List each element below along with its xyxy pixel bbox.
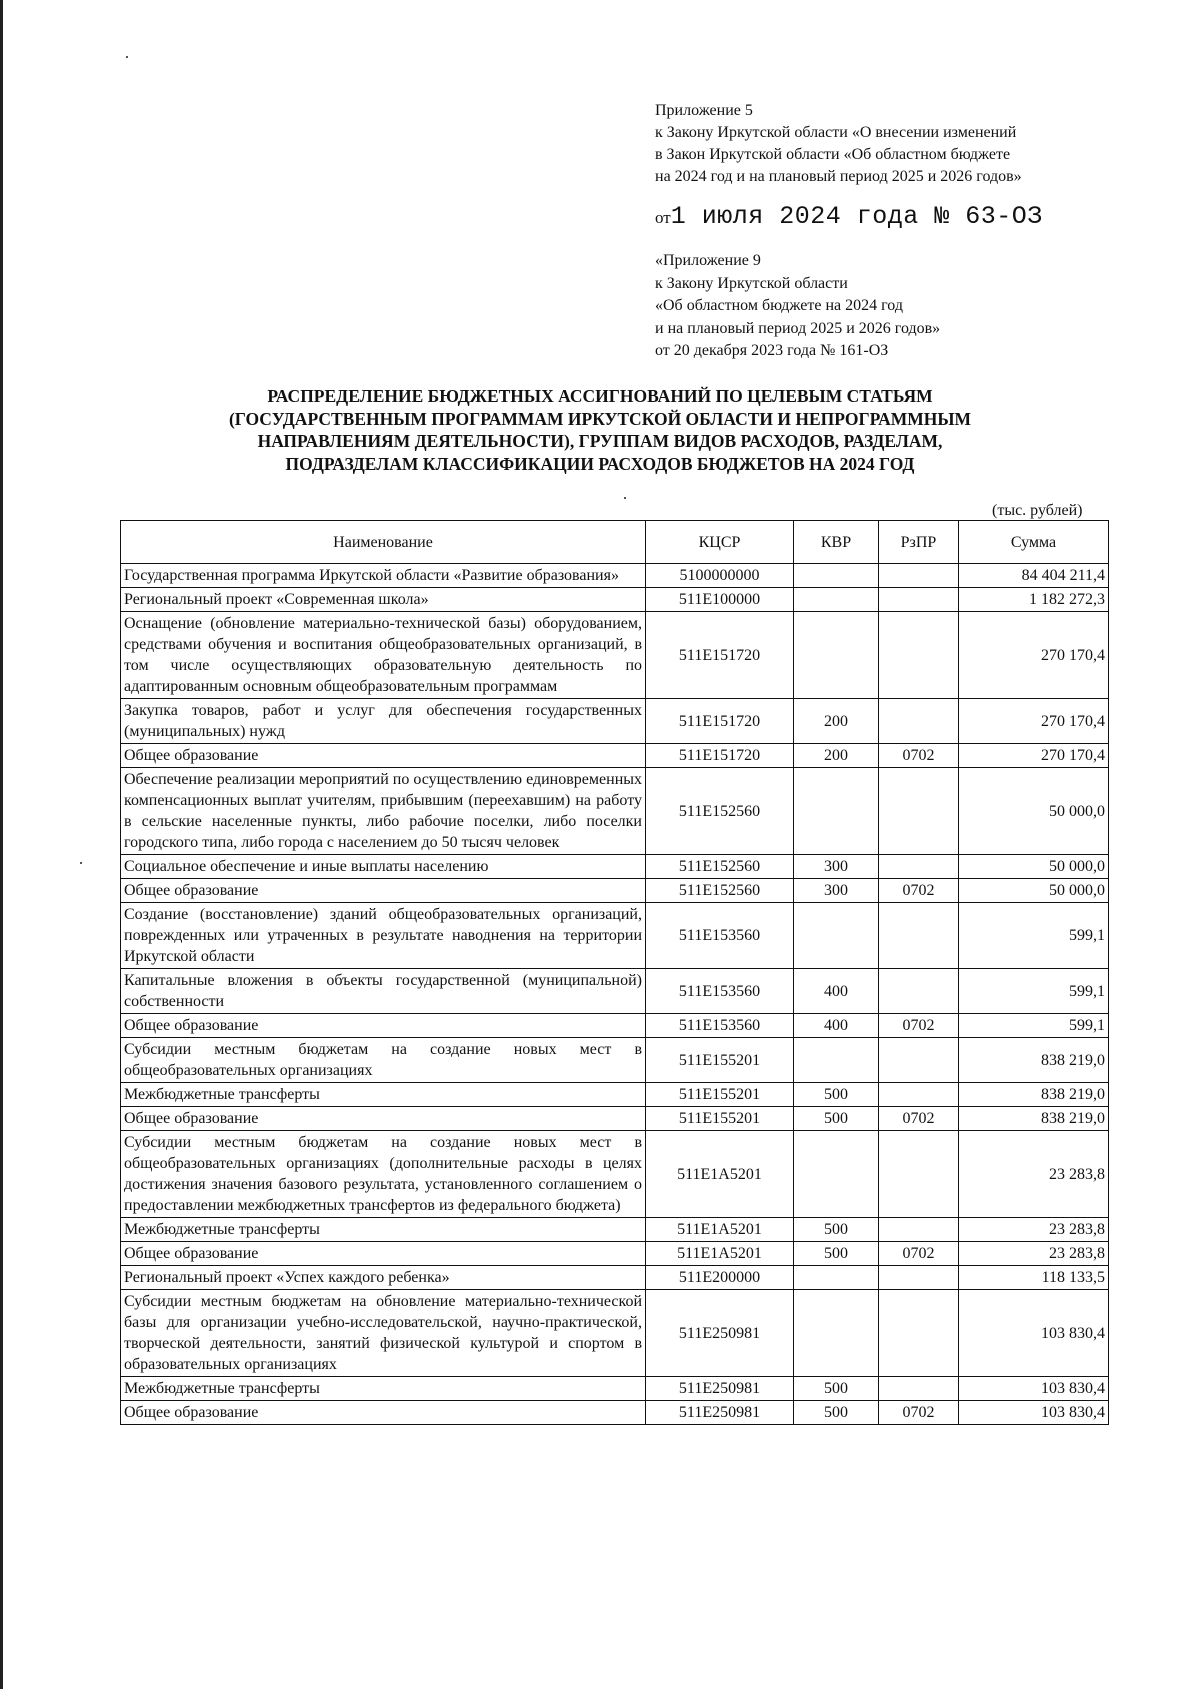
row-kcsr-cell: 511E155201 [646,1083,794,1107]
row-kcsr-cell: 511E200000 [646,1266,794,1290]
row-kcsr-cell: 511E153560 [646,903,794,969]
row-kcsr-cell: 511E155201 [646,1038,794,1083]
row-kvr-cell [794,564,879,588]
row-rzpr-cell [879,1038,959,1083]
row-rzpr-cell [879,1377,959,1401]
table-row [121,699,1109,744]
row-sum-cell: 270 170,4 [959,612,1109,699]
row-kvr-cell: 500 [794,1083,879,1107]
table-row [121,1083,1109,1107]
document-title [160,385,1040,475]
row-kvr-cell [794,1131,879,1218]
row-name-cell: Общее образование [121,1401,646,1425]
row-name-cell: Закупка товаров, работ и услуг для обеспечения государственных (муниципальных) нужд [121,699,646,744]
row-rzpr-cell [879,1290,959,1377]
table-row [121,969,1109,1014]
row-kvr-cell: 300 [794,855,879,879]
row-kcsr-cell: 511E152560 [646,879,794,903]
row-sum-cell: 50 000,0 [959,879,1109,903]
row-sum-cell: 103 830,4 [959,1377,1109,1401]
row-name-cell: Капитальные вложения в объекты государственной (муниципальной) собственности [121,969,646,1014]
row-name-cell: Субсидии местным бюджетам на создание новых мест в общеобразовательных организациях [121,1038,646,1083]
row-kcsr-cell: 511E153560 [646,1014,794,1038]
row-kcsr-cell: 511E1A5201 [646,1218,794,1242]
units-label: (тыс. рублей) [992,502,1083,519]
table-row [121,1401,1109,1425]
row-kcsr-cell: 511E153560 [646,969,794,1014]
row-sum-cell: 270 170,4 [959,744,1109,768]
row-rzpr-cell [879,564,959,588]
column-header-name: Наименование [121,521,646,564]
row-name-cell: Государственная программа Иркутской области «Развитие образования» [121,564,646,588]
document-title-line: РАСПРЕДЕЛЕНИЕ БЮДЖЕТНЫХ АССИГНОВАНИЙ ПО ЦЕЛЕВЫМ СТАТЬЯМ [267,386,933,406]
row-kcsr-cell: 511E250981 [646,1377,794,1401]
row-kvr-cell: 500 [794,1377,879,1401]
row-kvr-cell [794,1290,879,1377]
row-sum-cell: 1 182 272,3 [959,588,1109,612]
row-rzpr-cell: 0702 [879,744,959,768]
row-kcsr-cell: 5100000000 [646,564,794,588]
table-row [121,1242,1109,1266]
row-name-cell: Межбюджетные трансферты [121,1377,646,1401]
table-row [121,1290,1109,1377]
law-date-stamp: 1 июля 2024 года № 63-ОЗ [670,202,1043,231]
document-title-line: (ГОСУДАРСТВЕННЫМ ПРОГРАММАМ ИРКУТСКОЙ ОБЛАСТИ И НЕПРОГРАММНЫМ [228,408,972,429]
row-name-cell: Общее образование [121,1107,646,1131]
appendix-header-line: в Закон Иркутской области «Об областном бюджете [655,146,1011,163]
budget-allocation-table [120,520,1109,1425]
document-title-line: НАПРАВЛЕНИЯМ ДЕЯТЕЛЬНОСТИ), ГРУППАМ ВИДОВ РАСХОДОВ, РАЗДЕЛАМ, [257,431,943,451]
appendix-header-line: Приложение 5 [655,102,753,119]
table-row [121,1014,1109,1038]
row-kvr-cell: 200 [794,699,879,744]
annex-line: к Закону Иркутской области [655,274,848,292]
table-row [121,855,1109,879]
table-row [121,1131,1109,1218]
row-kcsr-cell: 511E100000 [646,588,794,612]
row-sum-cell: 50 000,0 [959,768,1109,855]
row-kvr-cell: 300 [794,879,879,903]
row-rzpr-cell: 0702 [879,1107,959,1131]
row-rzpr-cell: 0702 [879,1014,959,1038]
row-sum-cell: 599,1 [959,903,1109,969]
row-kvr-cell [794,768,879,855]
column-header-kvr: КВР [794,521,879,564]
row-sum-cell: 838 219,0 [959,1083,1109,1107]
row-name-cell: Создание (восстановление) зданий общеобразовательных организаций, поврежденных или утраченных в результате наводнения на территории Иркутской области [121,903,646,969]
row-rzpr-cell [879,768,959,855]
table-row [121,903,1109,969]
row-kvr-cell: 500 [794,1107,879,1131]
law-date-prefix: от [655,208,671,227]
row-name-cell: Общее образование [121,1242,646,1266]
row-kcsr-cell: 511E1A5201 [646,1131,794,1218]
row-sum-cell: 23 283,8 [959,1218,1109,1242]
scan-speck [80,862,82,864]
row-name-cell: Оснащение (обновление материально-технической базы) оборудованием, средствами обучения и воспитания общеобразовательных организаций, в том числе осуществляющих образовательную деятельность по адаптированным основным общеобразовательным программам [121,612,646,699]
row-sum-cell: 838 219,0 [959,1038,1109,1083]
row-kvr-cell: 500 [794,1242,879,1266]
row-rzpr-cell [879,969,959,1014]
row-kvr-cell [794,903,879,969]
row-kvr-cell: 400 [794,969,879,1014]
annex-line: от 20 декабря 2023 года № 161-ОЗ [655,342,889,359]
scan-speck [126,56,128,58]
row-rzpr-cell [879,903,959,969]
table-row [121,612,1109,699]
row-kcsr-cell: 511E152560 [646,855,794,879]
row-name-cell: Социальное обеспечение и иные выплаты населению [121,855,646,879]
table-row [121,768,1109,855]
row-kcsr-cell: 511E152560 [646,768,794,855]
annex-line: и на плановый период 2025 и 2026 годов» [655,319,941,337]
table-row [121,1038,1109,1083]
table-body [121,564,1109,1425]
column-header-sum: Сумма [959,521,1109,564]
scan-left-edge [0,0,3,1689]
row-kcsr-cell: 511E155201 [646,1107,794,1131]
table-row [121,744,1109,768]
row-rzpr-cell [879,612,959,699]
row-kcsr-cell: 511E250981 [646,1290,794,1377]
row-sum-cell: 118 133,5 [959,1266,1109,1290]
row-sum-cell: 270 170,4 [959,699,1109,744]
row-sum-cell: 838 219,0 [959,1107,1109,1131]
row-name-cell: Общее образование [121,1014,646,1038]
row-kvr-cell [794,588,879,612]
document-title-line: ПОДРАЗДЕЛАМ КЛАССИФИКАЦИИ РАСХОДОВ БЮДЖЕТОВ НА 2024 ГОД [285,453,915,474]
appendix-header-line: к Закону Иркутской области «О внесении изменений [655,124,1017,141]
annex-line: «Приложение 9 [655,252,761,269]
row-rzpr-cell: 0702 [879,879,959,903]
row-rzpr-cell [879,588,959,612]
row-rzpr-cell [879,1083,959,1107]
row-rzpr-cell [879,699,959,744]
row-kvr-cell [794,1266,879,1290]
table-header-row [121,521,1109,564]
row-sum-cell: 599,1 [959,969,1109,1014]
row-kcsr-cell: 511E151720 [646,612,794,699]
row-rzpr-cell [879,1266,959,1290]
row-sum-cell: 50 000,0 [959,855,1109,879]
row-name-cell: Субсидии местным бюджетам на создание новых мест в общеобразовательных организациях (дополнительные расходы в целях достижения значения базового результата, установленного соглашением о предоставлении межбюджетных трансфертов из федерального бюджета) [121,1131,646,1218]
row-name-cell: Региональный проект «Современная школа» [121,588,646,612]
table-row [121,1377,1109,1401]
row-kvr-cell: 200 [794,744,879,768]
table-row [121,1218,1109,1242]
column-header-rzpr: РзПР [879,521,959,564]
row-kvr-cell: 500 [794,1401,879,1425]
row-sum-cell: 23 283,8 [959,1242,1109,1266]
row-kcsr-cell: 511E1A5201 [646,1242,794,1266]
row-name-cell: Межбюджетные трансферты [121,1218,646,1242]
scan-speck [624,497,626,499]
row-kvr-cell [794,1038,879,1083]
row-kcsr-cell: 511E151720 [646,699,794,744]
row-kvr-cell: 500 [794,1218,879,1242]
row-rzpr-cell [879,855,959,879]
row-sum-cell: 103 830,4 [959,1401,1109,1425]
row-kvr-cell: 400 [794,1014,879,1038]
table-row [121,1107,1109,1131]
appendix-header-line: на 2024 год и на плановый период 2025 и 2026 годов» [655,168,1022,185]
row-rzpr-cell [879,1218,959,1242]
row-kvr-cell [794,612,879,699]
row-sum-cell: 23 283,8 [959,1131,1109,1218]
row-sum-cell: 84 404 211,4 [959,564,1109,588]
row-rzpr-cell: 0702 [879,1242,959,1266]
row-name-cell: Обеспечение реализации мероприятий по осуществлению единовременных компенсационных выплат учителям, прибывшим (переехавшим) на работу в сельские населенные пункты, либо рабочие поселки, либо поселки городского типа, либо города с населением до 50 тысяч человек [121,768,646,855]
annex-line: «Об областном бюджете на 2024 год [655,297,903,314]
law-date-line [655,202,1043,231]
row-sum-cell: 599,1 [959,1014,1109,1038]
column-header-kcsr: КЦСР [646,521,794,564]
table-row [121,1266,1109,1290]
row-kcsr-cell: 511E250981 [646,1401,794,1425]
table-row [121,879,1109,903]
row-kcsr-cell: 511E151720 [646,744,794,768]
row-name-cell: Общее образование [121,879,646,903]
row-sum-cell: 103 830,4 [959,1290,1109,1377]
row-rzpr-cell [879,1131,959,1218]
row-rzpr-cell: 0702 [879,1401,959,1425]
table-row [121,564,1109,588]
row-name-cell: Общее образование [121,744,646,768]
row-name-cell: Субсидии местным бюджетам на обновление материально-технической базы для организации учебно-исследовательской, научно-практической, творческой деятельности, занятий физической культурой и спортом в образовательных организациях [121,1290,646,1377]
annex-reference [655,250,940,363]
appendix-header [655,100,1022,188]
row-name-cell: Региональный проект «Успех каждого ребенка» [121,1266,646,1290]
table-row [121,588,1109,612]
row-name-cell: Межбюджетные трансферты [121,1083,646,1107]
